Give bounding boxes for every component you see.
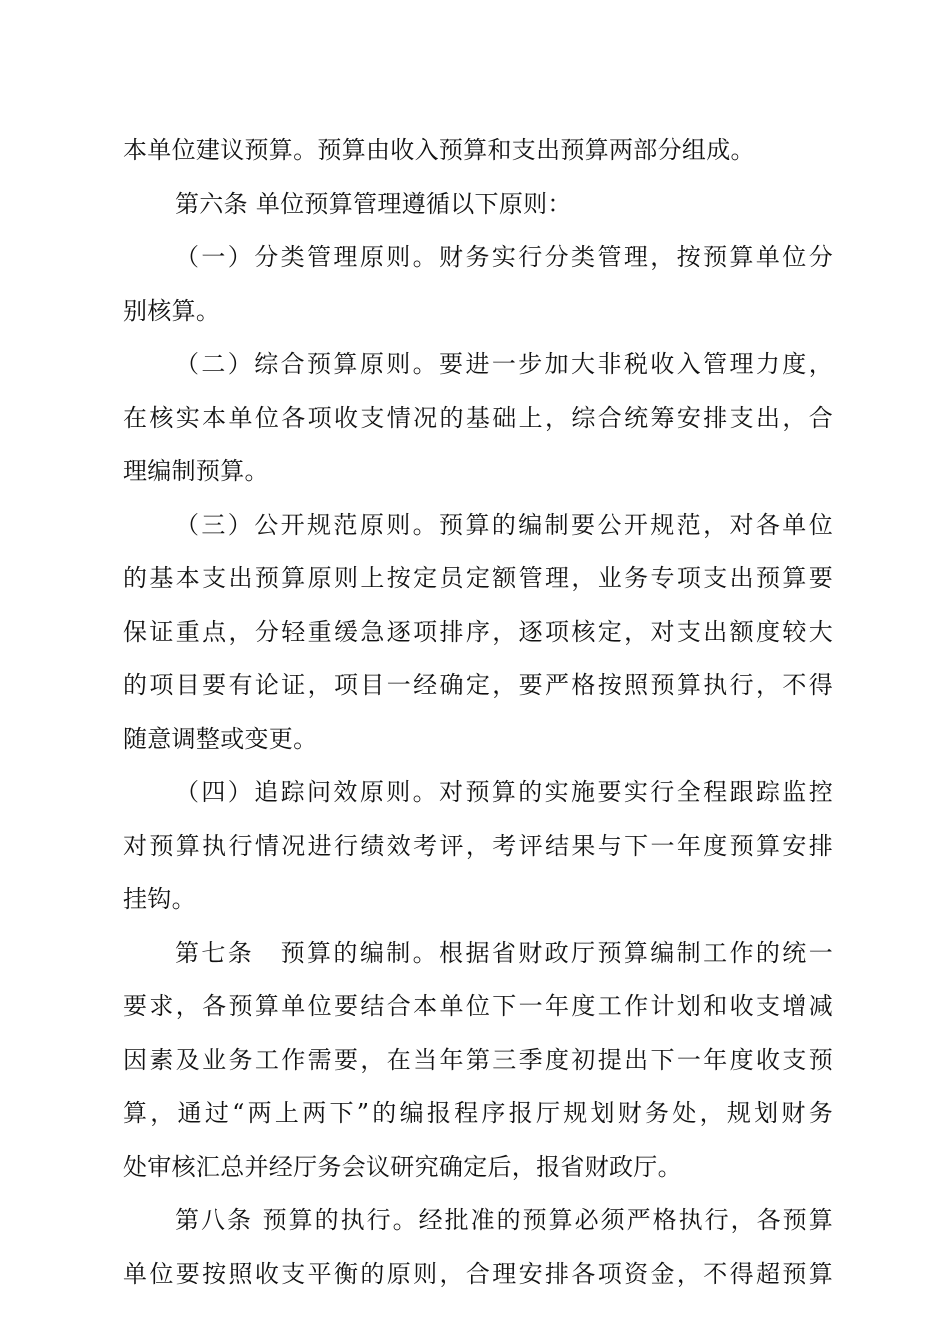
text-line: 对预算执行情况进行绩效考评，考评结果与下一年度预算安排 xyxy=(123,831,833,860)
article-7-heading: 第七条 预算的编制。根据省财政厅预算编制工作的统一 xyxy=(175,938,833,967)
text-line: 挂钩。 xyxy=(123,885,196,913)
text-line: 理编制预算。 xyxy=(123,457,269,485)
text-line: （四）追踪问效原则。对预算的实施要实行全程跟踪监控 xyxy=(175,778,833,806)
text-line: 的基本支出预算原则上按定员定额管理，业务专项支出预算要 xyxy=(123,564,833,592)
text-line: （三）公开规范原则。预算的编制要公开规范，对各单位 xyxy=(175,510,833,539)
text-line: 别核算。 xyxy=(123,296,221,325)
article-6-heading: 第六条 单位预算管理遵循以下原则： xyxy=(175,189,572,218)
document-body xyxy=(123,124,833,1301)
text-line: 算，通过“两上两下”的编报程序报厅规划财务处，规划财务 xyxy=(123,1099,833,1127)
text-line: 要求，各预算单位要结合本单位下一年度工作计划和收支增减 xyxy=(123,992,833,1020)
text-line: 本单位建议预算。预算由收入预算和支出预算两部分组成。 xyxy=(123,136,755,164)
text-line: 随意调整或变更。 xyxy=(123,724,318,753)
text-line: 在核实本单位各项收支情况的基础上，综合统筹安排支出，合 xyxy=(123,403,833,432)
text-line: 保证重点，分轻重缓急逐项排序，逐项核定，对支出额度较大 xyxy=(123,617,833,646)
text-line: 处审核汇总并经厅务会议研究确定后，报省财政厅。 xyxy=(123,1152,682,1181)
text-line: 单位要按照收支平衡的原则，合理安排各项资金，不得超预算 xyxy=(123,1259,833,1288)
text-line: （一）分类管理原则。财务实行分类管理，按预算单位分 xyxy=(175,243,833,271)
text-line: 的项目要有论证，项目一经确定，要严格按照预算执行，不得 xyxy=(123,671,833,699)
text-line: 因素及业务工作需要，在当年第三季度初提出下一年度收支预 xyxy=(123,1045,833,1074)
article-8-heading: 第八条 预算的执行。经批准的预算必须严格执行，各预算 xyxy=(175,1206,833,1234)
text-line: （二）综合预算原则。要进一步加大非税收入管理力度， xyxy=(175,350,833,378)
